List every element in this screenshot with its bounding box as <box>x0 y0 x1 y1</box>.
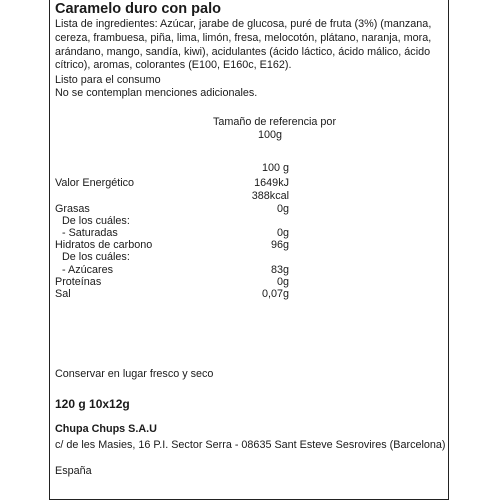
nutrient-label: De los cuáles: <box>62 215 130 227</box>
energy-kcal: 388kcal <box>251 190 289 202</box>
nutrition-per-header: 100 g <box>261 162 289 174</box>
nutrient-value: 0g <box>276 203 289 215</box>
consumption-note: Listo para el consumo <box>55 74 161 86</box>
nutrient-label: Proteínas <box>55 276 102 288</box>
nutrient-value: 0g <box>276 276 289 288</box>
nutrient-label: Grasas <box>55 203 90 215</box>
ingredients-line-2: cereza, frambuesa, piña, lima, limón, fresa, melocotón, plátano, naranja, mora, <box>55 32 432 44</box>
nutrient-value: 96g <box>270 239 289 251</box>
reference-size-value: 100g <box>258 129 283 141</box>
nutrient-label: - Saturadas <box>62 227 118 239</box>
nutrient-value: 0,07g <box>261 288 289 300</box>
net-quantity: 120 g 10x12g <box>55 397 130 411</box>
ingredients-line-3: arándano, mango, sandía, kiwi), acidulantes (ácido láctico, ácido málico, ácido <box>55 46 431 58</box>
nutrient-label: - Azúcares <box>62 264 114 276</box>
reference-size-label: Tamaño de referencia por <box>213 116 337 128</box>
nutrient-label: Hidratos de carbono <box>55 239 153 251</box>
ingredients-line-1: Lista de ingredientes: Azúcar, jarabe de glucosa, puré de fruta (3%) (manzana, <box>55 18 432 30</box>
country-of-origin: España <box>55 465 92 477</box>
energy-kj: 1649kJ <box>254 177 289 189</box>
nutrient-value: 83g <box>270 264 289 276</box>
company-name: Chupa Chups S.A.U <box>55 423 157 435</box>
company-address: c/ de les Masies, 16 P.I. Sector Serra - 08635 Sant Esteve Sesrovires (Barcelona) <box>55 439 446 451</box>
energy-label: Valor Energético <box>55 177 135 189</box>
product-title: Caramelo duro con palo <box>55 1 221 17</box>
ingredients-line-4: cítrico), aromas, colorantes (E100, E160c, E162). <box>55 59 292 71</box>
storage-instructions: Conservar en lugar fresco y seco <box>55 368 214 380</box>
nutrient-value: 0g <box>276 227 289 239</box>
additional-mentions: No se contemplan menciones adicionales. <box>55 87 258 99</box>
nutrient-label: De los cuáles: <box>62 251 130 263</box>
nutrient-label: Sal <box>55 288 71 300</box>
